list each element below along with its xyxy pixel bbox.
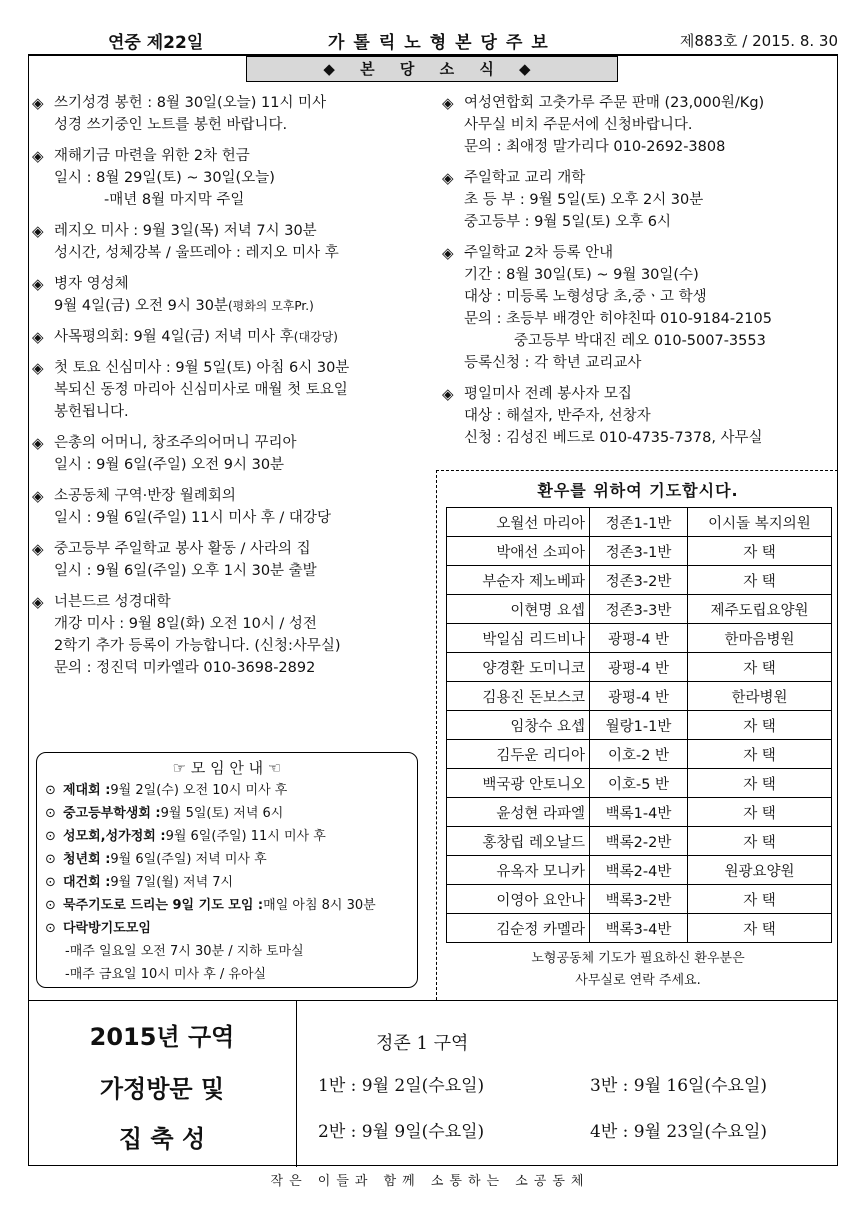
visit-district: 정존 1 구역 — [376, 1033, 469, 1054]
news-item-title-row — [442, 383, 834, 405]
diamond-bullet-icon: ◈ — [442, 244, 454, 262]
table-row — [447, 885, 832, 914]
news-item-line — [32, 560, 432, 582]
news-item — [32, 538, 432, 582]
meeting-name: 제대회 : — [63, 783, 111, 798]
news-item-line — [32, 454, 432, 476]
news-line-text: 성경 쓰기중인 노트를 봉헌 바랍니다. — [54, 117, 288, 133]
circle-dot-icon: ⊙ — [45, 875, 56, 890]
patient-name: 임창수 요셉 — [447, 711, 590, 740]
news-title-text: 레지오 미사 : 9월 3일(목) 저녁 7시 30분 — [54, 223, 317, 239]
patient-area: 월랑1-1반 — [590, 711, 688, 740]
diamond-bullet-icon: ◈ — [32, 359, 44, 377]
prayer-divider — [436, 470, 838, 471]
news-item-title — [464, 167, 585, 189]
news-item-line: 등록신청 : 각 학년 교리교사 — [464, 355, 642, 371]
news-item-line — [32, 507, 432, 529]
meeting-name: 중고등부학생회 : — [63, 806, 161, 821]
news-item-title — [54, 591, 171, 613]
patient-location: 자 택 — [688, 798, 832, 827]
table-row — [447, 508, 832, 537]
news-item-line — [32, 613, 432, 635]
table-row — [447, 711, 832, 740]
patient-location: 한마음병원 — [688, 624, 832, 653]
issue-number: 제883호 / 2015. 8. 30 — [679, 32, 838, 50]
patient-area: 정존3-2반 — [590, 566, 688, 595]
patient-name: 부순자 제노베파 — [447, 566, 590, 595]
patient-area: 백록2-2반 — [590, 827, 688, 856]
meeting-time: 9월 7일(월) 저녁 7시 — [110, 875, 234, 890]
news-title-text: 재해기금 마련을 위한 2차 헌금 — [54, 148, 250, 164]
news-item-subline: 중고등부 박대진 레오 010-5007-3553 — [514, 333, 766, 349]
visit-heading-line: 집 축 성 — [118, 1125, 206, 1153]
news-item-title — [54, 538, 311, 560]
parish-news-banner: ◆ 본 당 소 식 ◆ — [246, 56, 618, 82]
news-title-text: 소공동체 구역·반장 월례회의 — [54, 488, 236, 504]
news-line-text: 개강 미사 : 9월 8일(화) 오전 10시 / 성전 — [54, 616, 317, 632]
patient-area: 이호-5 반 — [590, 769, 688, 798]
news-item-line — [32, 295, 432, 317]
patient-location: 자 택 — [688, 566, 832, 595]
news-item-line — [442, 211, 834, 233]
patient-name: 박일심 리드비나 — [447, 624, 590, 653]
news-item-line — [32, 401, 432, 423]
meeting-name: 대건회 : — [63, 875, 111, 890]
patient-location: 자 택 — [688, 537, 832, 566]
patient-location: 자 택 — [688, 740, 832, 769]
news-line-text: 대상 : 해설자, 반주자, 선창자 — [464, 408, 651, 424]
news-line-text: 문의 : 초등부 배경안 히야친따 010-9184-2105 — [464, 311, 772, 327]
table-row — [447, 827, 832, 856]
masthead — [28, 26, 838, 56]
diamond-bullet-icon: ◈ — [32, 94, 44, 112]
meeting-subitem: -매주 일요일 오전 7시 30분 / 지하 토마실 — [65, 944, 304, 959]
diamond-bullet-icon: ◈ — [32, 222, 44, 240]
meeting-item — [45, 848, 409, 871]
news-title-note: (대강당) — [293, 330, 338, 344]
patient-area: 백록3-2반 — [590, 885, 688, 914]
news-item-line — [32, 242, 432, 264]
visit-schedule-item: 2반 : 9월 9일(수요일) — [318, 1122, 485, 1142]
news-item-line — [32, 379, 432, 401]
news-item — [32, 145, 432, 211]
news-line-text: 사무실 비치 주문서에 신청바랍니다. — [464, 117, 693, 133]
news-title-text: 주일학교 교리 개학 — [464, 170, 586, 186]
patient-area: 백록3-4반 — [590, 914, 688, 943]
meeting-name: 다락방기도모임 — [63, 921, 151, 936]
news-item-title-row — [32, 273, 432, 295]
table-row — [447, 624, 832, 653]
news-item-title — [54, 432, 297, 454]
meeting-guide-title: ☞ 모 임 안 내 ☜ — [172, 759, 282, 777]
meeting-name: 청년회 : — [63, 852, 111, 867]
news-line-text: 초 등 부 : 9월 5일(토) 오후 2시 30분 — [464, 192, 704, 208]
table-row — [447, 537, 832, 566]
news-item-title — [464, 92, 764, 114]
news-item — [32, 220, 432, 264]
news-title-text: 쓰기성경 봉헌 : 8월 30일(오늘) 11시 미사 — [54, 95, 327, 111]
patient-name: 김두운 리디아 — [447, 740, 590, 769]
news-item-title — [54, 485, 236, 507]
news-item — [32, 357, 432, 423]
patient-location: 한라병원 — [688, 682, 832, 711]
patient-name: 이현명 요셉 — [447, 595, 590, 624]
news-item-title — [464, 242, 613, 264]
meeting-time: 9월 6일(주일) 저녁 미사 후 — [110, 852, 267, 867]
news-item-line — [442, 189, 834, 211]
patient-name: 박애선 소피아 — [447, 537, 590, 566]
news-item-line — [442, 136, 834, 158]
diamond-bullet-icon: ◈ — [32, 540, 44, 558]
news-item-title — [54, 357, 349, 379]
patient-area: 광평-4 반 — [590, 624, 688, 653]
table-row — [447, 856, 832, 885]
home-visit-section — [28, 1000, 838, 1166]
patient-name: 이영아 요안나 — [447, 885, 590, 914]
meeting-item — [45, 802, 409, 825]
news-item-title — [54, 145, 250, 167]
footer-slogan: 작은 이들과 함께 소통하는 소공동체 — [270, 1174, 590, 1189]
patient-name: 윤성현 라파엘 — [447, 798, 590, 827]
diamond-bullet-icon: ◈ — [32, 147, 44, 165]
patient-area: 정존1-1반 — [590, 508, 688, 537]
news-item-line — [442, 405, 834, 427]
news-title-text: 첫 토요 신심미사 : 9월 5일(토) 아침 6시 30분 — [54, 360, 350, 376]
news-item-line — [32, 635, 432, 657]
table-row — [447, 740, 832, 769]
news-line-text: 복되신 동정 마리아 신심미사로 매월 첫 토요일 — [54, 382, 348, 398]
news-item-title-row — [442, 242, 834, 264]
visit-schedule-item: 1반 : 9월 2일(수요일) — [318, 1076, 485, 1096]
visit-schedule-item: 4반 : 9월 23일(수요일) — [590, 1122, 767, 1142]
patient-name: 백국광 안토니오 — [447, 769, 590, 798]
news-item — [32, 591, 432, 679]
right-news-column — [442, 92, 834, 458]
left-news-column — [32, 92, 432, 688]
prayer-note — [440, 948, 836, 992]
circle-dot-icon: ⊙ — [45, 898, 56, 913]
news-item-title — [54, 273, 129, 295]
news-title-text: 여성연합회 고춧가루 주문 판매 (23,000원/Kg) — [464, 95, 765, 111]
news-item-title-row — [442, 167, 834, 189]
meeting-subitem: -매주 금요일 10시 미사 후 / 유아실 — [65, 967, 267, 982]
news-item-subline: -매년 8월 마지막 주일 — [104, 192, 245, 208]
diamond-bullet-icon: ◈ — [32, 434, 44, 452]
news-line-text: 9월 4일(금) 오전 9시 30분 — [54, 298, 228, 314]
table-row — [447, 682, 832, 711]
meeting-item — [45, 917, 409, 940]
meeting-time: 매일 아침 8시 30분 — [263, 898, 376, 913]
patient-location: 자 택 — [688, 769, 832, 798]
diamond-bullet-icon: ◈ — [442, 385, 454, 403]
news-item — [32, 92, 432, 136]
patient-area: 정존3-1반 — [590, 537, 688, 566]
news-item — [32, 326, 432, 348]
patient-location: 자 택 — [688, 827, 832, 856]
news-item-line — [32, 657, 432, 679]
news-line-text: 신청 : 김성진 베드로 010-4735-7378, 사무실 — [464, 430, 763, 446]
patient-name: 김순정 카멜라 — [447, 914, 590, 943]
news-item-title-row — [32, 485, 432, 507]
news-item-title — [464, 383, 632, 405]
patient-area: 백록1-4반 — [590, 798, 688, 827]
news-line-text: 일시 : 9월 6일(주일) 11시 미사 후 / 대강당 — [54, 510, 331, 526]
visit-heading-line: 2015년 구역 — [89, 1023, 235, 1051]
news-item-title — [54, 326, 338, 348]
news-line-text: 일시 : 9월 6일(주일) 오후 1시 30분 출발 — [54, 563, 317, 579]
diamond-bullet-icon: ◈ — [32, 487, 44, 505]
patient-location: 원광요양원 — [688, 856, 832, 885]
meeting-name: 묵주기도로 드리는 9일 기도 모임 : — [63, 898, 264, 913]
patient-location: 자 택 — [688, 653, 832, 682]
meeting-time: 9월 5일(토) 저녁 6시 — [160, 806, 284, 821]
news-item-title — [54, 220, 317, 242]
news-title-text: 은총의 어머니, 창조주의어머니 꾸리아 — [54, 435, 297, 451]
meeting-item — [45, 894, 409, 917]
news-item — [32, 432, 432, 476]
news-item-line — [442, 114, 834, 136]
meeting-item — [45, 871, 409, 894]
column-divider — [436, 470, 437, 1000]
patient-location: 자 택 — [688, 914, 832, 943]
news-item — [442, 383, 834, 449]
circle-dot-icon: ⊙ — [45, 852, 56, 867]
news-item-title-row — [32, 220, 432, 242]
patient-location: 자 택 — [688, 885, 832, 914]
news-line-text: 일시 : 9월 6일(주일) 오전 9시 30분 — [54, 457, 285, 473]
news-item-title-row — [442, 92, 834, 114]
news-item — [442, 242, 834, 374]
table-row — [447, 769, 832, 798]
news-item — [442, 167, 834, 233]
news-item-title-row — [32, 145, 432, 167]
meeting-item — [45, 825, 409, 848]
news-item-title-row — [32, 432, 432, 454]
news-item-title-row — [32, 591, 432, 613]
patient-location: 자 택 — [688, 711, 832, 740]
visit-heading-line: 가정방문 및 — [99, 1075, 225, 1103]
circle-dot-icon: ⊙ — [45, 921, 56, 936]
patient-name: 오월선 마리아 — [447, 508, 590, 537]
news-line-text: 기간 : 8월 30일(토) ~ 9월 30일(수) — [464, 267, 699, 283]
table-row — [447, 595, 832, 624]
news-item-title — [54, 92, 326, 114]
news-item-line — [442, 308, 834, 330]
table-row — [447, 566, 832, 595]
news-line-text: 문의 : 정진덕 미카엘라 010-3698-2892 — [54, 660, 316, 676]
news-line-text: 성시간, 성체강복 / 울뜨레아 : 레지오 미사 후 — [54, 245, 339, 261]
patient-area: 광평-4 반 — [590, 682, 688, 711]
news-line-text: 중고등부 : 9월 5일(토) 오후 6시 — [464, 214, 671, 230]
news-title-text: 사목평의회: 9월 4일(금) 저녁 미사 후 — [54, 329, 294, 345]
patient-location: 제주도립요양원 — [688, 595, 832, 624]
patient-name: 홍창립 레오날드 — [447, 827, 590, 856]
news-line-text: 일시 : 8월 29일(토) ~ 30일(오늘) — [54, 170, 275, 186]
news-item-title-row — [32, 357, 432, 379]
news-title-text: 중고등부 주일학교 봉사 활동 / 사라의 집 — [54, 541, 311, 557]
patient-area: 정존3-3반 — [590, 595, 688, 624]
news-item-title-row — [32, 92, 432, 114]
news-line-note: (평화의 모후Pr.) — [227, 299, 314, 313]
news-item-line — [32, 167, 432, 189]
diamond-bullet-icon: ◈ — [442, 169, 454, 187]
news-title-text: 평일미사 전례 봉사자 모집 — [464, 386, 632, 402]
diamond-bullet-icon: ◈ — [32, 328, 44, 346]
news-item — [32, 485, 432, 529]
patient-name: 김용진 돈보스코 — [447, 682, 590, 711]
patient-name: 양경환 도미니코 — [447, 653, 590, 682]
meeting-name: 성모회,성가정회 : — [63, 829, 166, 844]
news-line-text: 2학기 추가 등록이 가능합니다. (신청:사무실) — [54, 638, 341, 654]
diamond-bullet-icon: ◈ — [32, 593, 44, 611]
news-line-text: 문의 : 최애정 말가리다 010-2692-3808 — [464, 139, 726, 155]
news-line-text: 봉헌됩니다. — [54, 404, 129, 420]
news-item-line — [442, 427, 834, 449]
news-item-title-row — [32, 326, 432, 348]
news-title-text: 병자 영성체 — [54, 276, 129, 292]
bulletin-title: 가톨릭노형본당주보 — [328, 33, 557, 53]
meeting-guide-box — [36, 752, 418, 988]
table-row — [447, 798, 832, 827]
prayer-note-line: 사무실로 연락 주세요. — [575, 973, 701, 988]
circle-dot-icon: ⊙ — [45, 783, 56, 798]
patient-name: 유옥자 모니카 — [447, 856, 590, 885]
patient-prayer-table — [446, 507, 832, 943]
circle-dot-icon: ⊙ — [45, 806, 56, 821]
prayer-note-line: 노형공동체 기도가 필요하신 환우분은 — [531, 951, 745, 966]
patient-location: 이시돌 복지의원 — [688, 508, 832, 537]
visit-schedule-item: 3반 : 9월 16일(수요일) — [590, 1076, 767, 1096]
patient-area: 백록2-4반 — [590, 856, 688, 885]
visit-divider — [296, 1001, 297, 1167]
circle-dot-icon: ⊙ — [45, 829, 56, 844]
news-item-line — [442, 286, 834, 308]
meeting-item — [45, 779, 409, 802]
news-line-text: 대상 : 미등록 노형성당 초,중ㆍ고 학생 — [464, 289, 707, 305]
patient-area: 이호-2 반 — [590, 740, 688, 769]
news-title-text: 주일학교 2차 등록 안내 — [464, 245, 614, 261]
news-item-line — [32, 114, 432, 136]
meeting-time: 9월 2일(수) 오전 10시 미사 후 — [110, 783, 288, 798]
diamond-bullet-icon: ◈ — [32, 275, 44, 293]
table-row — [447, 914, 832, 943]
patient-area: 광평-4 반 — [590, 653, 688, 682]
news-title-text: 너븐드르 성경대학 — [54, 594, 171, 610]
meeting-time: 9월 6일(주일) 11시 미사 후 — [165, 829, 326, 844]
news-item-title-row — [32, 538, 432, 560]
news-item — [32, 273, 432, 317]
diamond-bullet-icon: ◈ — [442, 94, 454, 112]
news-item — [442, 92, 834, 158]
prayer-title: 환우를 위하여 기도합시다. — [537, 481, 739, 500]
news-item-line — [442, 264, 834, 286]
liturgical-day: 연중 제22일 — [108, 33, 204, 53]
table-row — [447, 653, 832, 682]
